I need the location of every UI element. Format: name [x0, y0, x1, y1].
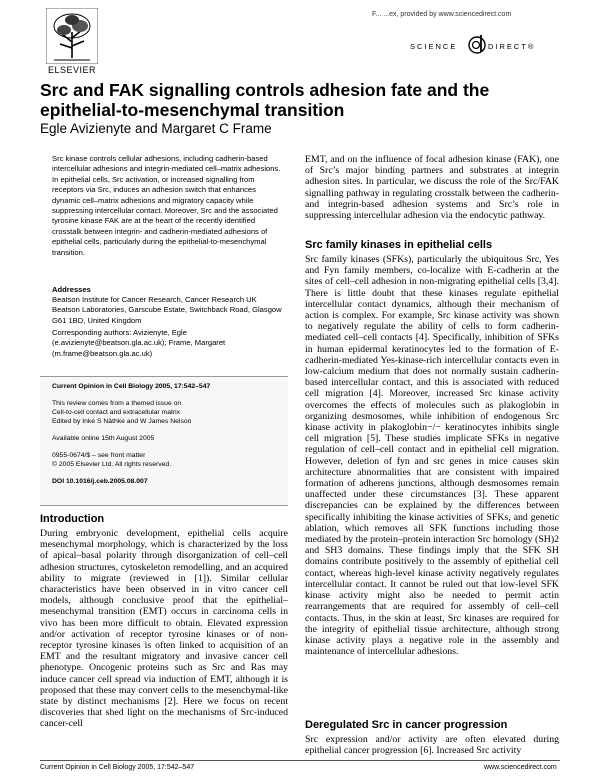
intro-heading: Introduction — [40, 513, 105, 525]
elsevier-logo — [40, 8, 104, 76]
available-online: Available online 15th August 2005 — [52, 435, 155, 442]
sciencedirect-logo — [410, 34, 555, 56]
deregulated-src-heading: Deregulated Src in cancer progression — [305, 719, 508, 731]
right-column-intro-continued: EMT, and on the influence of focal adhesion kinase (FAK), one of Src’s major binding partners and substrates at integrin adhesion sites. In particular, we discuss the role of the Src/FAK signalling pathway in regulating crosstalk between the cadherin- and integrin-based adhesion systems and Src’s role in suppressing intercellular adhesion via the endocytic pathway. — [305, 154, 559, 222]
sfk-heading: Src family kinases in epithelial cells — [305, 239, 493, 251]
sciencedirect-left-word: SCIENCE — [410, 42, 458, 51]
issn: 0955-0674/$ – see front matter — [52, 452, 146, 459]
footer-url[interactable]: www.sciencedirect.com — [484, 764, 557, 771]
corresponding-authors: Corresponding authors: Avizienyte, Egle (e.avizienyte@beatson.gla.ac.uk); Frame, Margaret (m.frame@beatson.gla.ac.uk) — [52, 328, 226, 358]
themed-issue-topic: Cell-to-cell contact and extracellular matrix — [52, 409, 181, 416]
address: Beatson Institute for Cancer Research, Cancer Research UK Beatson Laboratories, Garscube Estate, Switchback Road, Glasgow G61 1BD, United Kingdom — [52, 295, 282, 325]
deregulated-src-body: Src expression and/or activity are often elevated during epithelial cancer progression [6]. Increased Src activity — [305, 734, 559, 756]
footer-citation: Current Opinion in Cell Biology 2005, 17:542–547 — [40, 764, 195, 771]
elsevier-tree-icon — [46, 8, 98, 64]
doi[interactable]: DOI 10.1016/j.ceb.2005.08.007 — [52, 478, 148, 485]
sfk-body: Src family kinases (SFKs), particularly the ubiquitous Src, Yes and Fyn family members, co-localize with E-cadherin at the sites of cell–cell adhesion in non-migrating epithelial cells [3,4]. There is little doubt that these kinases regulate epithelial intercellular contact dynamics, although their mechanism of action is complex. For example, Src kinase activity was shown to negatively regulate the ability of cells to form cadherin-mediated cell–cell contacts [4]. Specifically, inhibition of SFKs in human epidermal keratinocytes led to the formation of E-cadherin-mediated Yes-kinase-rich intercellular contacts even in low-calcium medium that does not normally sustain cadherin-based intercellular contact, and this is associated with reduced cell migration [4]. Moreover, increased Src kinase activity overcomes the effects of molecules such as plakoglobin in organizing desmosomes, while inhibition of endogenous Src kinase activity in plakoglobin−/− keratinocytes inhibits single cell migration [5]. These studies implicate SFKs in negative regulation of cell–cell contact and in epithelial cell migration. However, deletion of fyn and src genes in mice causes skin architecture abnormalities that are consistent with impaired formation of adherens junctions, although desmosomes remain unaffected under these circumstances [3]. These apparent discrepancies can be explained by the differences between specifically inhibiting the kinase activities of SFKs, and genetic ablation, which removes all SFK functions including those mediated by the protein–protein interaction Src homology (SH)2 and SH3 domains. These findings imply that the SFK SH domains contribute positively to the assembly of epithelial cell contact, whereas high-level kinase activity negatively regulates intercellular contact. It cannot be ruled out that low-level SFK kinase activity might also be needed to permit actin rearrangements that are required for assembly of cell–cell contacts. Thus, in the skin at least, Src kinases are required for the integrity of epithelial tissue architecture, although strong kinase activity plays a negative role in the assembly and maintenance of intercellular adhesions. — [305, 254, 559, 658]
copyright: © 2005 Elsevier Ltd. All rights reserved. — [52, 461, 172, 468]
abstract: Src kinase controls cellular adhesions, including cadherin-based intercellular adhesions and integrin-mediated cell–matrix adhesions. In epithelial cells, Src activation, or increased signalling from receptors via Src, induces an adhesion switch that enhances dynamic cell–matrix adhesions and migratory capacity while suppressing intercellular contact. Moreover, Src and the associated tyrosine kinase FAK are at the heart of the recently identified crosstalk between integrin- and cadherin-mediated adhesions of epithelial cells, particularly during the epithelial-to-mesenchymal transition. — [52, 154, 281, 257]
journal-citation: Current Opinion in Cell Biology 2005, 17:542–547 — [52, 383, 211, 390]
core-banner[interactable]: F... ...ex, provided by www.sciencedirect.com — [372, 11, 512, 18]
themed-issue-line: This review comes from a themed issue on — [52, 400, 182, 407]
sciencedirect-d-icon — [466, 32, 488, 56]
article-info-box — [40, 376, 288, 506]
sciencedirect-right-word: DIRECT® — [488, 42, 536, 51]
article-title: Src and FAK signalling controls adhesion fate and the epithelial-to-mesenchymal transition — [40, 80, 490, 120]
addresses-heading: Addresses — [52, 285, 91, 294]
footer-divider — [40, 760, 560, 761]
article-authors: Egle Avizienyte and Margaret C Frame — [40, 121, 272, 136]
intro-body: During embryonic development, epithelial cells acquire mesenchymal morphology, which is characterized by the loss of apical–basal polarity through disorganization of cell–cell adhesion structures, cytoskeleton remodelling, and an acquired ability to migrate (reviewed in [1]). Similar cellular characteristics have been observed in in vitro cancer cell models, although conclusive proof that the epithelial–mesenchymal transition (EMT) occurs in carcinoma cells in vivo has been more difficult to obtain. Elevated expression and/or activation of receptor tyrosine kinases or of non-receptor tyrosine kinases is often linked to acquisition of an EMT and the resultant migratory and invasive cancer cell phenotype. Oncogenic proteins such as Src and Ras may induce cancer cell spread via induction of EMT, although it is proposed that these may convert cells to the mesenchymal-like state by distinct mechanisms [2]. Here we focus on recent discoveries that shed light on the mechanisms of Src-induced cancer-cell — [40, 528, 288, 730]
publisher-name: ELSEVIER — [47, 65, 97, 75]
themed-issue-editors: Edited by Inke S Näthke and W James Nelson — [52, 418, 192, 425]
